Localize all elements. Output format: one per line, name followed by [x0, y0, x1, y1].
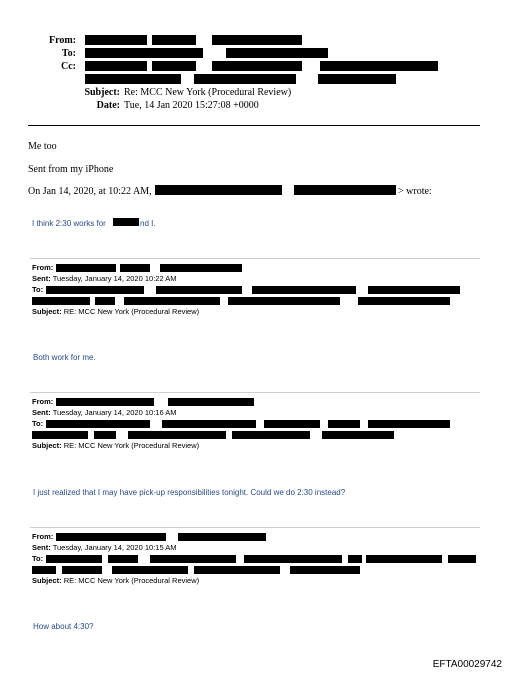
- redaction: [150, 555, 236, 563]
- from-label: From:: [48, 35, 76, 46]
- redaction: [252, 286, 356, 294]
- redaction: [320, 61, 438, 71]
- cc-label: Cc:: [61, 61, 76, 72]
- redaction: [85, 48, 203, 58]
- redaction: [348, 555, 362, 563]
- redaction: [226, 48, 328, 58]
- redaction: [112, 566, 188, 574]
- redaction: [32, 566, 56, 574]
- redaction: [46, 420, 150, 428]
- redaction: [156, 286, 242, 294]
- redaction: [85, 35, 147, 45]
- redaction: [290, 566, 360, 574]
- email-separator: [30, 258, 480, 259]
- reply-text: Me too: [28, 141, 57, 152]
- document-page: From: To: Cc: Subject: Re: MCC New York (Procedural Review) Date: Tue, 14 Jan 2020 15:27:08 +0000 Me too Sent from my iPhone On Jan 14, 2020, at 10:22 AM, > wrote: I think 2:30 works for nd I. From: Sent: Tuesday, January 14, 2020 10:22 AM To: Subject: RE: MCC New York (Procedural Review) Both work for me. From: Sent: Tuesday, January 14, 2020 10:16 AM To: Subject: RE: MCC New York (Procedural Review) I just realized that I may have pick-up responsibilities tonight. Could we do 2:30 instead? From: Sent: Tuesday, January 14, 2020 10:15 AM To: Subject: RE: MCC New York (Procedural Review) How about 4:30? EFTA00029742: [0, 0, 512, 678]
- bates-number: EFTA00029742: [432, 659, 502, 670]
- redaction: [322, 431, 394, 439]
- redaction: [264, 420, 320, 428]
- email-separator: [30, 392, 480, 393]
- email-message: I just realized that I may have pick-up responsibilities tonight. Could we do 2:30 instead?: [33, 488, 346, 497]
- email-message: Both work for me.: [33, 353, 96, 362]
- redaction: [32, 297, 90, 305]
- redaction: [212, 35, 302, 45]
- subject-value: Re: MCC New York (Procedural Review): [124, 87, 292, 98]
- subject-label: Subject:: [84, 87, 120, 98]
- redaction: [46, 286, 144, 294]
- redaction: [95, 297, 115, 305]
- redaction: [244, 555, 342, 563]
- redaction: [128, 431, 226, 439]
- redaction: [232, 431, 310, 439]
- redaction: [62, 566, 102, 574]
- redaction: [152, 35, 196, 45]
- redaction: [228, 297, 340, 305]
- date-label: Date:: [96, 100, 120, 111]
- header-divider: [28, 125, 480, 126]
- redaction: [178, 533, 266, 541]
- redaction: [56, 533, 166, 541]
- redaction: [318, 74, 396, 84]
- email-separator: [30, 527, 480, 528]
- redaction: [448, 555, 476, 563]
- redaction: [160, 264, 242, 272]
- redaction: [120, 264, 150, 272]
- to-label: To:: [61, 48, 76, 59]
- redaction: [212, 61, 302, 71]
- quote-intro: On Jan 14, 2020, at 10:22 AM,: [28, 186, 152, 197]
- redaction: [162, 420, 256, 428]
- redaction: [46, 555, 102, 563]
- redaction: [94, 431, 116, 439]
- email-message: How about 4:30?: [33, 622, 94, 631]
- redaction: [294, 185, 396, 195]
- redaction: [368, 420, 450, 428]
- redaction: [85, 61, 147, 71]
- redaction: [155, 185, 282, 195]
- redaction: [56, 398, 154, 406]
- redaction: [152, 61, 196, 71]
- redaction: [168, 398, 254, 406]
- redaction: [194, 566, 280, 574]
- redaction: [194, 74, 296, 84]
- redaction: [113, 218, 139, 226]
- redaction: [108, 555, 138, 563]
- redaction: [32, 431, 88, 439]
- redaction: [124, 297, 220, 305]
- date-value: Tue, 14 Jan 2020 15:27:08 +0000: [124, 100, 259, 111]
- quote-wrote: > wrote:: [398, 186, 432, 197]
- redaction: [368, 286, 460, 294]
- quoted-message-tail: nd I.: [140, 219, 156, 228]
- redaction: [358, 297, 450, 305]
- quoted-message: I think 2:30 works for: [32, 219, 106, 228]
- redaction: [328, 420, 360, 428]
- redaction: [56, 264, 116, 272]
- redaction: [366, 555, 442, 563]
- signature-text: Sent from my iPhone: [28, 164, 114, 175]
- redaction: [85, 74, 181, 84]
